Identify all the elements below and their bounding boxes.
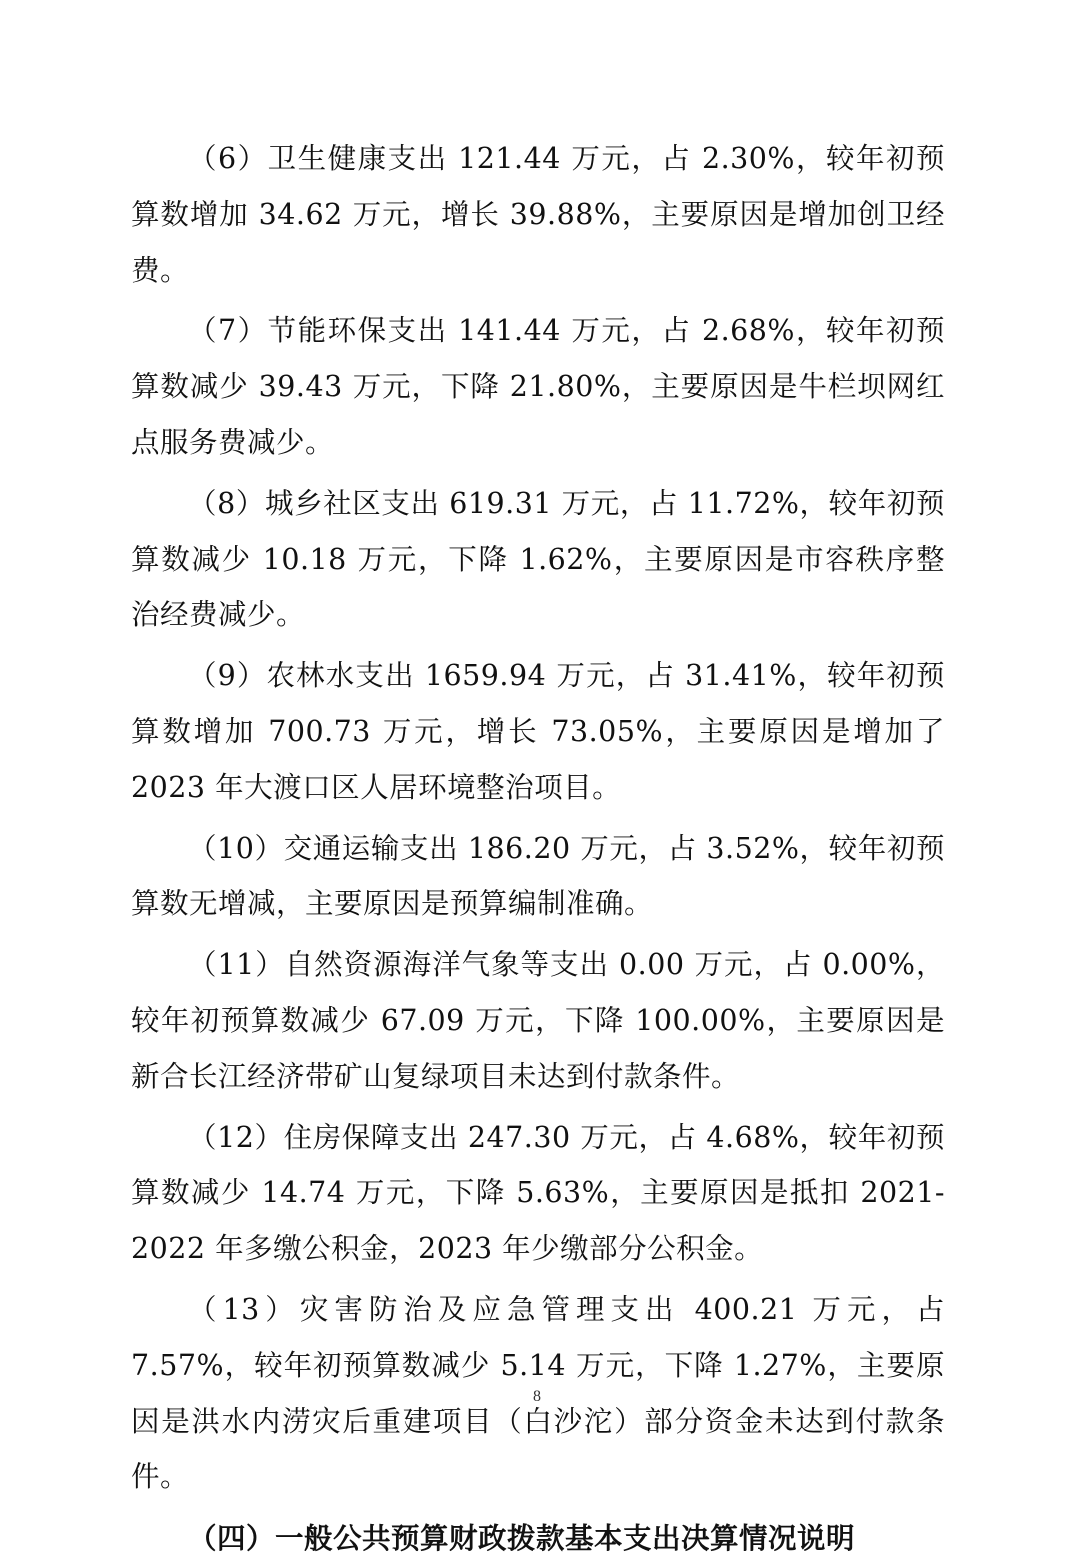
paragraph-natural-resources-expenditure: （11）自然资源海洋气象等支出 0.00 万元，占 0.00%，较年初预算数减少 67.09 万元，下降 100.00%，主要原因是新合长江经济带矿山复绿项目未达到付款条件。 [131, 948, 945, 1093]
paragraph-agriculture-forestry-water-expenditure: （9）农林水支出 1659.94 万元，占 31.41%，较年初预算数增加 700.73 万元，增长 73.05%，主要原因是增加了 2023 年大渡口区人居环境整治项目。 [131, 659, 945, 804]
paragraph-urban-rural-community-expenditure: （8）城乡社区支出 619.31 万元，占 11.72%，较年初预算数减少 10.18 万元，下降 1.62%，主要原因是市容秩序整治经费减少。 [131, 486, 945, 632]
section-heading: （四）一般公共预算财政拨款基本支出决算情况说明 [188, 1521, 856, 1556]
paragraph-health-expenditure: （6）卫生健康支出 121.44 万元，占 2.30%，较年初预算数增加 34.62 万元，增长 39.88%，主要原因是增加创卫经费。 [131, 142, 945, 287]
paragraph-energy-environment-expenditure: （7）节能环保支出 141.44 万元，占 2.68%，较年初预算数减少 39.43 万元，下降 21.80%，主要原因是牛栏坝网红点服务费减少。 [131, 314, 945, 459]
paragraph-housing-security-expenditure: （12）住房保障支出 247.30 万元，占 4.68%，较年初预算数减少 14.74 万元，下降 5.63%，主要原因是抵扣 2021-2022 年多缴公积金，2023 年少缴部分公积金。 [131, 1120, 945, 1266]
page-number: 8 [533, 1388, 541, 1405]
paragraph-transportation-expenditure: （10）交通运输支出 186.20 万元，占 3.52%，较年初预算数无增减，主要原因是预算编制准确。 [131, 831, 945, 921]
document-body [131, 131, 945, 1566]
paragraph-disaster-prevention-expenditure: （13）灾害防治及应急管理支出 400.21 万元，占 7.57%，较年初预算数减少 5.14 万元，下降 1.27%，主要原因是洪水内涝灾后重建项目（白沙沱）部分资金未达到付款条件。 [131, 1292, 945, 1494]
